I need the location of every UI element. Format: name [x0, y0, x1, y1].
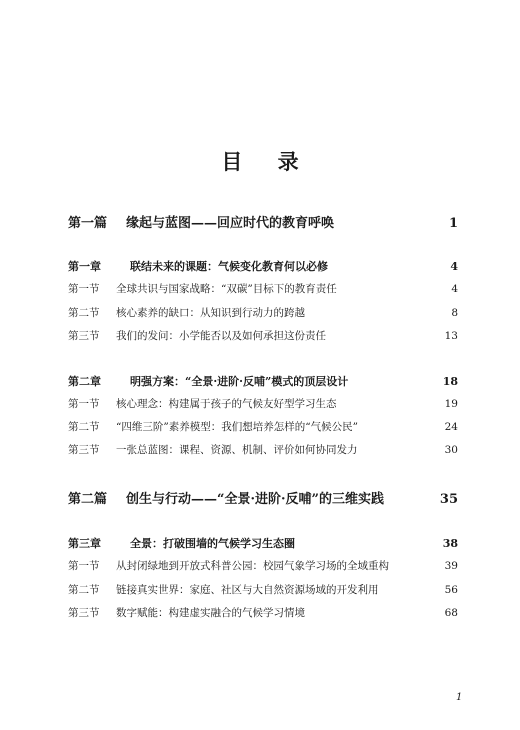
toc-section-entry[interactable]: [68, 419, 458, 434]
toc-label: 第三节: [68, 444, 100, 456]
toc-part-entry[interactable]: [68, 212, 458, 231]
toc-page-number: 8: [451, 307, 458, 319]
toc-text: 全球共识与国家战略：“双碳”目标下的教育责任: [116, 283, 337, 295]
toc-chapter-entry[interactable]: [68, 258, 458, 274]
toc-text: 核心理念：构建属于孩子的气候友好型学习生态: [116, 398, 337, 410]
toc-page-number: 4: [450, 260, 458, 273]
toc-section-entry[interactable]: [68, 605, 458, 620]
toc-page-number: 68: [444, 607, 458, 619]
toc-page-number: 39: [444, 560, 458, 572]
toc-page-number: 19: [444, 398, 458, 410]
toc-page-number: 35: [439, 492, 458, 507]
toc-label: 第二节: [68, 421, 100, 433]
toc-section-entry[interactable]: [68, 396, 458, 411]
toc-page-number: 38: [442, 537, 458, 550]
toc-label: 第三章: [68, 537, 101, 550]
toc-label: 第一篇: [68, 216, 108, 231]
toc-page-number: 13: [444, 330, 458, 342]
toc-page-number: 4: [451, 283, 458, 295]
toc-text: 创生与行动——“全景·进阶·反哺”的三维实践: [126, 492, 385, 507]
toc-text: 全景：打破围墙的气候学习生态圈: [130, 537, 295, 550]
toc-page-number: 56: [444, 584, 458, 596]
toc-label: 第一节: [68, 398, 100, 410]
toc-page-number: 30: [444, 444, 458, 456]
toc-label: 第二篇: [68, 492, 108, 507]
toc-label: 第一节: [68, 560, 100, 572]
toc-label: 第三节: [68, 607, 100, 619]
toc-text: 数字赋能：构建虚实融合的气候学习情境: [116, 607, 305, 619]
toc-text: 链接真实世界：家庭、社区与大自然资源场域的开发利用: [116, 584, 379, 596]
toc-page-number: 1: [448, 216, 458, 231]
toc-label: 第一章: [68, 260, 101, 273]
toc-page-number: 18: [442, 375, 458, 388]
toc-section-entry[interactable]: [68, 582, 458, 597]
toc-section-entry[interactable]: [68, 281, 458, 296]
toc-page-number: 24: [444, 421, 458, 433]
page-title: 目 录: [221, 149, 313, 174]
toc-text: 明强方案：“全景·进阶·反哺”模式的顶层设计: [130, 375, 349, 388]
toc-text: 联结未来的课题：气候变化教育何以必修: [130, 260, 328, 273]
toc-section-entry[interactable]: [68, 442, 458, 457]
toc-text: “四维三阶”素养模型：我们想培养怎样的“气候公民”: [116, 421, 358, 433]
toc-text: 从封闭绿地到开放式科普公园：校园气象学习场的全域重构: [116, 560, 389, 572]
toc-chapter-entry[interactable]: [68, 373, 458, 389]
page-folio-number: 1: [456, 692, 463, 703]
toc-text: 一张总蓝图：课程、资源、机制、评价如何协同发力: [116, 444, 358, 456]
toc-label: 第三节: [68, 330, 100, 342]
toc-section-entry[interactable]: [68, 328, 458, 343]
toc-text: 核心素养的缺口：从知识到行动力的跨越: [116, 307, 305, 319]
toc-label: 第一节: [68, 283, 100, 295]
toc-section-entry[interactable]: [68, 305, 458, 320]
toc-part-entry[interactable]: [68, 488, 458, 507]
toc-text: 我们的发问：小学能否以及如何承担这份责任: [116, 330, 326, 342]
toc-label: 第二节: [68, 307, 100, 319]
toc-label: 第二章: [68, 375, 101, 388]
toc-chapter-entry[interactable]: [68, 535, 458, 551]
toc-text: 缘起与蓝图——回应时代的教育呼唤: [126, 216, 335, 231]
toc-label: 第二节: [68, 584, 100, 596]
toc-section-entry[interactable]: [68, 558, 458, 573]
